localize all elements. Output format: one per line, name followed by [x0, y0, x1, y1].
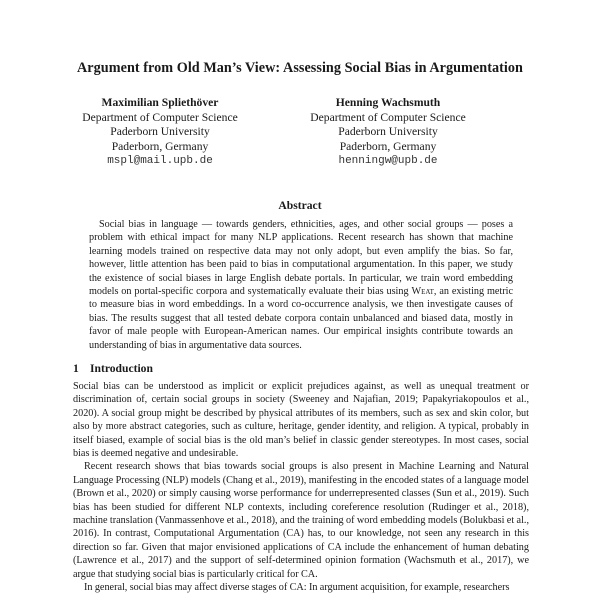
author-department: Department of Computer Science: [310, 110, 466, 124]
abstract-text: [89, 218, 513, 352]
author-location: Paderborn, Germany: [339, 139, 437, 153]
author-block-2: [295, 96, 481, 169]
author-university: Paderborn University: [110, 125, 210, 138]
author-email: henningw@upb.de: [338, 155, 438, 167]
author-block-1: [67, 96, 253, 169]
section-number: 1: [73, 362, 79, 375]
abstract-text-part2: , an existing metric to measure bias in word embeddings. In a word co-occurrence analysis, we then investigate causes of bias. The results suggest that all tested debate corpora contain unbalanced and biased data, mostly in favor of male people with European-American names. Our empirical insights contribute towards an understanding of bias in argumentative data sources.: [89, 286, 514, 351]
weat-term: Weat: [411, 286, 434, 298]
section-heading: [73, 362, 153, 375]
author-email: mspl@mail.upb.de: [107, 155, 213, 167]
abstract-heading: Abstract: [278, 199, 322, 212]
paragraph: Social bias can be understood as implicit or explicit prejudices against, as well as unequal treatment or discrimination of, certain social groups in society (Sweeney and Najafian, 2019; Papakyriakopoulos et al., 2020). A social group might be described by physical attributes of its members, such as sex and skin color, but also by more abstract categories, such as culture, heritage, gender identity, and religion. A typical, probably in itself biased, example of social bias is the old man’s belief in classic gender stereotypes. In most cases, social bias is deemed negative and undesirable.: [73, 381, 529, 460]
author-department: Department of Computer Science: [82, 110, 238, 124]
author-name: Maximilian Spliethöver: [101, 96, 219, 109]
author-university: Paderborn University: [338, 125, 438, 138]
introduction-body: [73, 380, 529, 595]
paragraph: In general, social bias may affect diverse stages of CA: In argument acquisition, for example, researchers: [84, 582, 510, 594]
author-location: Paderborn, Germany: [111, 139, 209, 153]
author-name: Henning Wachsmuth: [335, 96, 441, 109]
paper-title: Argument from Old Man’s View: Assessing Social Bias in Argumentation: [77, 60, 523, 76]
paragraph: Recent research shows that bias towards social groups is also present in Machine Learning and Natural Language Processing (NLP) models (Chang et al., 2019), manifesting in the encoded states of a language model (Brown et al., 2020) or simply causing worse performance for underrepresented classes (Sun et al., 2019). Such bias has been studied for different NLP contexts, including coreference resolution (Rudinger et al., 2018), machine translation (Vanmassenhove et al., 2018), and the training of word embedding models (Bolukbasi et al., 2016). In contrast, Computational Argumentation (CA) has, to our knowledge, not seen any research in this direction so far. Given that major envisioned applications of CA include the enhancement of human debating (Lawrence et al., 2017) and the support of self-determined opinion formation (Wachsmuth et al., 2017), we argue that studying social bias is particularly critical for CA.: [73, 461, 529, 580]
abstract-text-part1: Social bias in language — towards genders, ethnicities, ages, and other social groups — poses a problem with ethical impact for many NLP applications. Recent research has shown that machine learning models trained on respective data may not only adopt, but even amplify the bias. So far, however, little attention has been paid to bias in computational argumentation. In this paper, we study the existence of social biases in large English debate portals. In particular, we train word embedding models on portal-specific corpora and systematically evaluate their bias using: [89, 219, 513, 298]
section-title: Introduction: [90, 362, 153, 375]
